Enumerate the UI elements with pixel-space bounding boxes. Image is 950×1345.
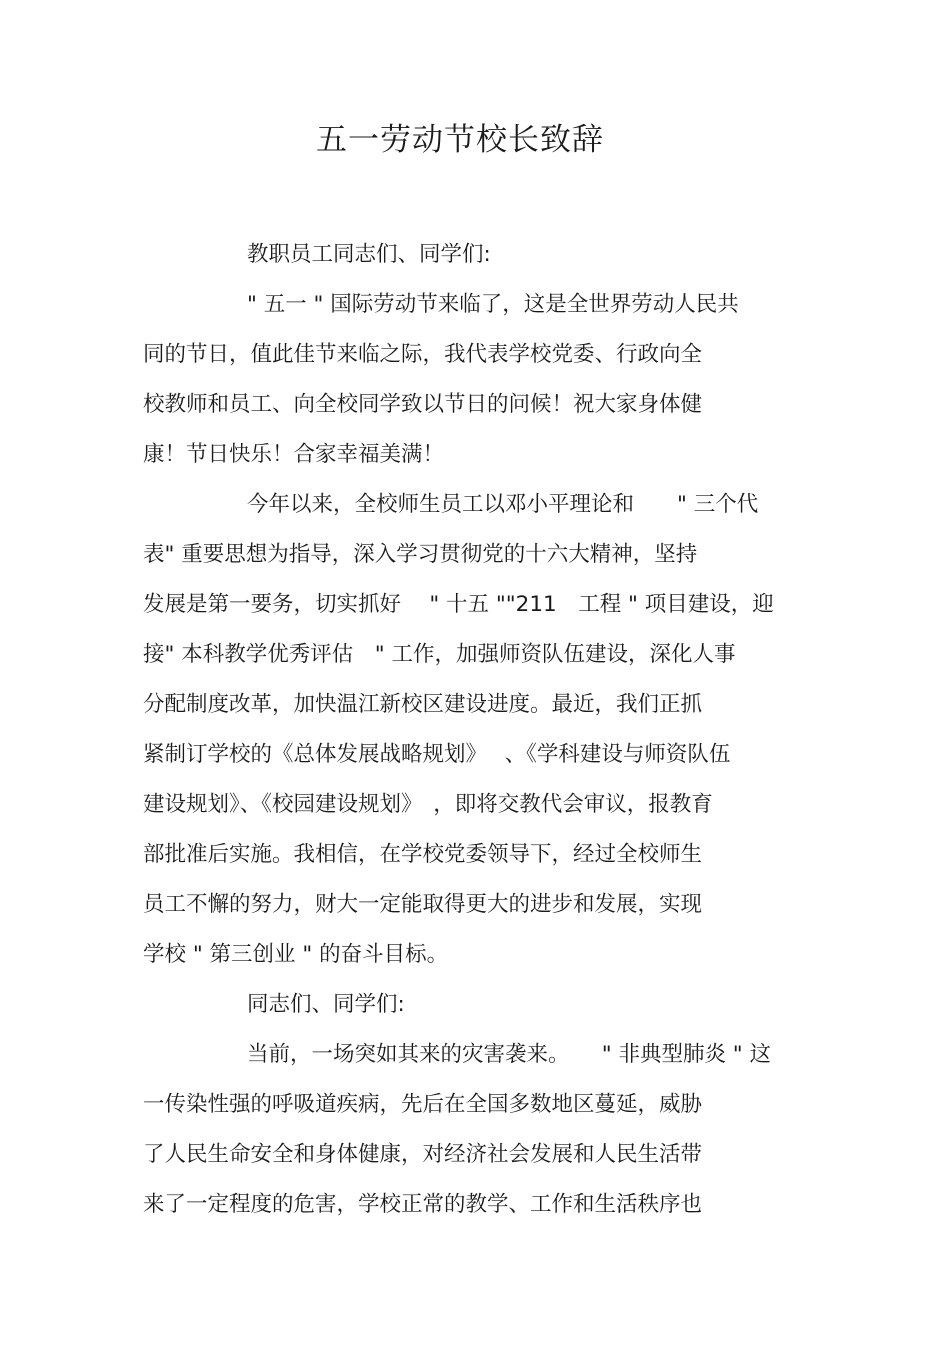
text-line: 了人民生命安全和身体健康，对经济社会发展和人民生活带 <box>143 1142 703 1167</box>
text-line: 分配制度改革，加快温江新校区建设进度。最近，我们正抓 <box>143 692 703 717</box>
text-line: 校教师和员工、向全校同学致以节日的问候！祝大家身体健 <box>143 392 703 417</box>
text-line: 部批准后实施。我相信，在学校党委领导下，经过全校师生 <box>143 842 703 867</box>
text-line: 接" 本科教学优秀评估 " 工作，加强师资队伍建设，深化人事 <box>143 642 736 667</box>
text-line: 紧制订学校的《总体发展战略规划》 、《学科建设与师资队伍 <box>143 742 731 767</box>
text-line: 同志们、同学们: <box>247 992 405 1017</box>
text-line: 当前，一场突如其来的灾害袭来。 " 非典型肺炎 " 这 <box>247 1042 772 1067</box>
text-line: 教职员工同志们、同学们: <box>247 242 491 267</box>
text-line: 表" 重要思想为指导，深入学习贯彻党的十六大精神，坚持 <box>143 542 698 567</box>
text-line: 同的节日，值此佳节来临之际，我代表学校党委、行政向全 <box>143 342 703 367</box>
text-line: 发展是第一要务，切实抓好 " 十五 ""211 工程 " 项目建设，迎 <box>143 592 774 617</box>
text-line: 康！节日快乐！合家幸福美满！ <box>143 442 445 467</box>
text-line: 来了一定程度的危害，学校正常的教学、工作和生活秩序也 <box>143 1192 703 1217</box>
text-line: 建设规划》、《校园建设规划》 ，即将交教代会审议，报教育 <box>143 792 713 817</box>
text-line: " 五一 " 国际劳动节来临了，这是全世界劳动人民共 <box>247 292 739 317</box>
text-line: 员工不懈的努力，财大一定能取得更大的进步和发展，实现 <box>143 892 703 917</box>
document-title: 五一劳动节校长致辞 <box>316 122 604 158</box>
text-line: 学校 " 第三创业 " 的奋斗目标。 <box>143 942 449 967</box>
text-line: 今年以来，全校师生员工以邓小平理论和 " 三个代 <box>247 492 759 517</box>
text-line: 一传染性强的呼吸道疾病，先后在全国多数地区蔓延，威胁 <box>143 1092 703 1117</box>
